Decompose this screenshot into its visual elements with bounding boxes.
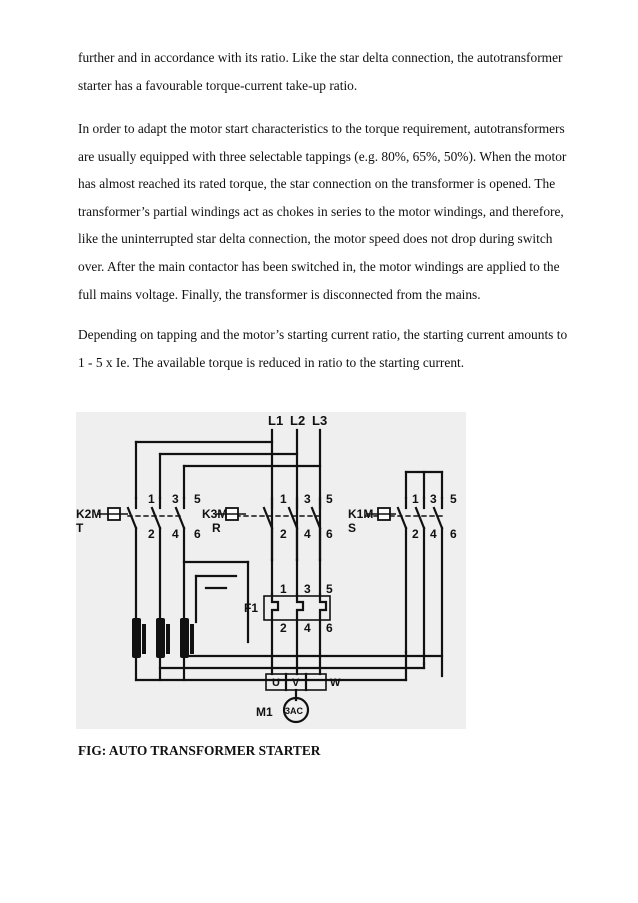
k2m-terminal-4: 4 xyxy=(172,527,179,541)
motor-terminal-v: V xyxy=(292,677,300,689)
k3m-terminal-2: 2 xyxy=(280,527,287,541)
k3m-terminal-5: 5 xyxy=(326,492,333,506)
paragraph-1: further and in accordance with its ratio. Like the star delta connection, the autotransformer starter has a favourable torque-current take-up ratio. xyxy=(78,50,563,93)
k2m-terminal-6: 6 xyxy=(194,527,201,541)
motor-symbol: 3AC xyxy=(285,706,304,716)
motor-terminal-w: W xyxy=(330,677,341,689)
circuit-diagram xyxy=(76,412,466,729)
motor-label: M1 xyxy=(256,705,273,719)
k3m-terminal-3: 3 xyxy=(304,492,311,506)
contactor-k2m-label: K2M xyxy=(76,507,102,521)
k1m-terminal-5: 5 xyxy=(450,492,457,506)
contactor-k1m-label: K1M xyxy=(348,507,374,521)
k3m-terminal-1: 1 xyxy=(280,492,287,506)
k2m-terminal-5: 5 xyxy=(194,492,201,506)
f1-terminal-4: 4 xyxy=(304,621,311,635)
f1-terminal-6: 6 xyxy=(326,621,333,635)
k1m-terminal-2: 2 xyxy=(412,527,419,541)
k1m-terminal-1: 1 xyxy=(412,492,419,506)
f1-terminal-3: 3 xyxy=(304,582,311,596)
supply-label-l3: L3 xyxy=(312,413,328,428)
circuit-diagram-svg xyxy=(76,412,466,729)
k2m-terminal-2: 2 xyxy=(148,527,155,541)
supply-label-l2: L2 xyxy=(290,413,306,428)
contactor-k3m-label: K3M xyxy=(202,507,228,521)
k1m-terminal-4: 4 xyxy=(430,527,437,541)
k2m-terminal-3: 3 xyxy=(172,492,179,506)
overload-relay-label: F1 xyxy=(244,601,259,615)
k3m-terminal-4: 4 xyxy=(304,527,311,541)
k1m-terminal-6: 6 xyxy=(450,527,457,541)
contactor-k1m-sub: S xyxy=(348,521,357,535)
f1-terminal-5: 5 xyxy=(326,582,333,596)
contactor-k2m-sub: T xyxy=(76,521,84,535)
k2m-terminal-1: 1 xyxy=(148,492,155,506)
paragraph-3: Depending on tapping and the motor’s starting current ratio, the starting current amounts to 1 - 5 x Ie. The available torque is reduced in ratio to the starting current. xyxy=(78,327,568,370)
f1-terminal-2: 2 xyxy=(280,621,287,635)
k3m-terminal-6: 6 xyxy=(326,527,333,541)
k1m-terminal-3: 3 xyxy=(430,492,437,506)
contactor-k3m-sub: R xyxy=(212,521,221,535)
paragraph-2: In order to adapt the motor start characteristics to the torque requirement, autotransformers are usually equipped with three selectable tappings (e.g. 80%, 65%, 50%). When the motor has almost reached its rated torque, the star connection on the transformer is opened. The transformer’s partial windings act as chokes in series to the motor windings, and therefore, like the uninterrupted star delta connection, the motor speed does not drop during switch over. After the main contactor has been switched in, the motor windings are applied to the full mains voltage. Finally, the transformer is disconnected from the mains. xyxy=(78,121,567,302)
supply-label-l1: L1 xyxy=(268,413,284,428)
figure-caption: FIG: AUTO TRANSFORMER STARTER xyxy=(78,743,321,758)
f1-terminal-1: 1 xyxy=(280,582,287,596)
motor-terminal-u: U xyxy=(272,677,280,689)
